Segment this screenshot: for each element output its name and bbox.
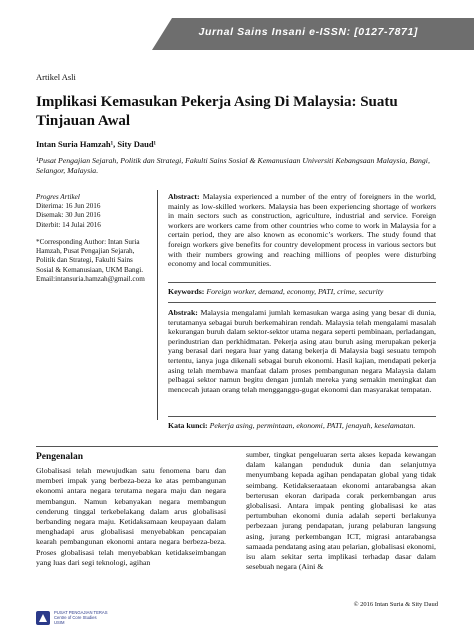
divider	[168, 302, 436, 303]
article-type: Artikel Asli	[36, 72, 76, 82]
abstrak-label: Abstrak:	[168, 308, 198, 317]
keywords-text: Foreign worker, demand, economy, PATI, crime, security	[206, 287, 384, 296]
progress-label: Progres Artikel	[36, 193, 80, 201]
corresponding-line: Hamzah, Pusat Pengajian Sejarah,	[36, 247, 135, 256]
kata-kunci-label: Kata kunci:	[168, 421, 208, 430]
abstrak-text: Malaysia mengalami jumlah kemasukan warga asing yang besar di dunia, terutamanya sebagai buruh berkemahiran rendah. Malaysia telah mengalami masalah kekurangan buruh dalam sektor-sektor utama negara seperti pembinaan, perladangan, perindustrian dan perkhidmatan. Pekerja asing atau buruh asing merupakan pekerja yang berasal dari negara luar yang datang bekerja di Malaysia bagi sesuatu tempoh tertentu, ianya juga dikenali sebagai buruh ekonomi. Hasil kajian, mendapati pekerja asing telah membawa manfaat dalam proses pembangunan negara Malaysia dalam pelbagai sektor namun begitu dengan jumlah mereka yang semakin meningkat dan mencecah jutaan orang telah mengganggu-gugat ekonomi dan masyarakat tempatan.	[168, 308, 436, 394]
sidebar-divider	[157, 190, 158, 420]
keywords-label: Keywords:	[168, 287, 205, 296]
corresponding-line: Politik dan Strategi, Fakulti Sains	[36, 256, 133, 265]
divider	[168, 416, 436, 417]
keywords-english	[168, 287, 436, 297]
abstract-text: Malaysia experienced a number of the entry of foreigners in the world, mainly as low-skilled workers. Malaysia has been experiencing shortage of workers in main sectors such as construction, agriculture, industrial and service. Foreign workers are workers came from other countries who come to work in Malaysia for a certain period, they are also known as economic’s workers. The study found that foreign workers give benefits for country development process in various sectors but with their numbers growing and reaching millions of peoples were disturbing economy and local communities.	[168, 192, 436, 269]
date-published: Diterbit: 14 Julai 2016	[36, 220, 101, 229]
body-column-right: sumber, tingkat pengeluaran serta akses kepada kewangan dalam kalangan penduduk dunia dan selanjutnya menyumbang kepada agihan pendapatan global yang tidak seimbang. Ketidakseraataan ekonomi antarabangsa akan berterusan ekoran daripada corak perkembangan arus globalisasi. Antara impak penting globalisasi ke atas pertumbuhan ekonomi dunia adalah seperti berlakunya perbezaan jurang pendapatan, jurang pelaburan langsung asing, jurang perkembangan ICT, migrasi antarabangsa samaada pendatang asing atau pelarian, globalisasi ekonomi, isu alam sekitar serta implikasi terhadap dasar dalam sesebuah negara (Aini &	[246, 450, 436, 572]
divider	[168, 282, 436, 283]
section-divider	[36, 446, 438, 447]
journal-header-band	[0, 18, 474, 50]
corresponding-email: Email:intansuria.hamzah@gmail.com	[36, 274, 145, 283]
corresponding-line: *Corresponding Author: Intan Suria	[36, 238, 140, 246]
date-revised: Disemak: 30 Jun 2016	[36, 211, 101, 220]
article-progress	[36, 193, 154, 230]
institution-logo	[36, 610, 108, 625]
abstract-malay	[168, 308, 436, 394]
kata-kunci-text: Pekerja asing, permintaan, ekonomi, PATI, jenayah, keselamatan.	[209, 421, 416, 430]
corresponding-author	[36, 238, 154, 284]
header-band-notch	[152, 18, 172, 50]
date-received: Diterima: 16 Jun 2016	[36, 202, 101, 211]
body-column-left: Globalisasi telah mewujudkan satu fenomena baru dan memberi impak yang berbeza-beza ke atas pembangunan ekonomi antara negara terutama negara maju dan negara membangun. Namun kebanyakan negara membangun cenderung tinggal terkebelakang dalam arus globalisasi berbanding negara maju. Ketidaksamaan keupayaan dalam menghadapi arus globalisasi menyebabkan pencapaian kearah pembangunan ekonomi antara negara berbeza-beza. Proses globalisasi telah menyebabkan ketidakseimbangan yang luas dari segi teknologi, agihan	[36, 466, 226, 567]
abstract-label: Abstract:	[168, 192, 200, 201]
logo-text: PUSAT PENGAJIAN TERAS Centre of Core Studies USIM	[54, 610, 108, 625]
author-affiliation: ¹Pusat Pengajian Sejarah, Politik dan Strategi, Fakulti Sains Sosial & Kemanusiaan Universiti Kebangsaan Malaysia, Bangi, Selangor, Malaysia.	[36, 156, 430, 175]
abstract-english	[168, 192, 436, 269]
article-title: Implikasi Kemasukan Pekerja Asing Di Malaysia: Suatu Tinjauan Awal	[36, 94, 398, 129]
copyright-notice: © 2016 Intan Suria & Sity Daud	[353, 601, 438, 608]
logo-emblem-icon	[36, 611, 50, 625]
keywords-malay	[168, 421, 436, 431]
journal-title: Jurnal Sains Insani e-ISSN: [0127-7871]	[198, 26, 418, 38]
section-heading: Pengenalan	[36, 452, 83, 462]
corresponding-line: Sosial & Kemanusiaan, UKM Bangi.	[36, 265, 144, 274]
article-authors: Intan Suria Hamzah¹, Sity Daud¹	[36, 139, 157, 149]
